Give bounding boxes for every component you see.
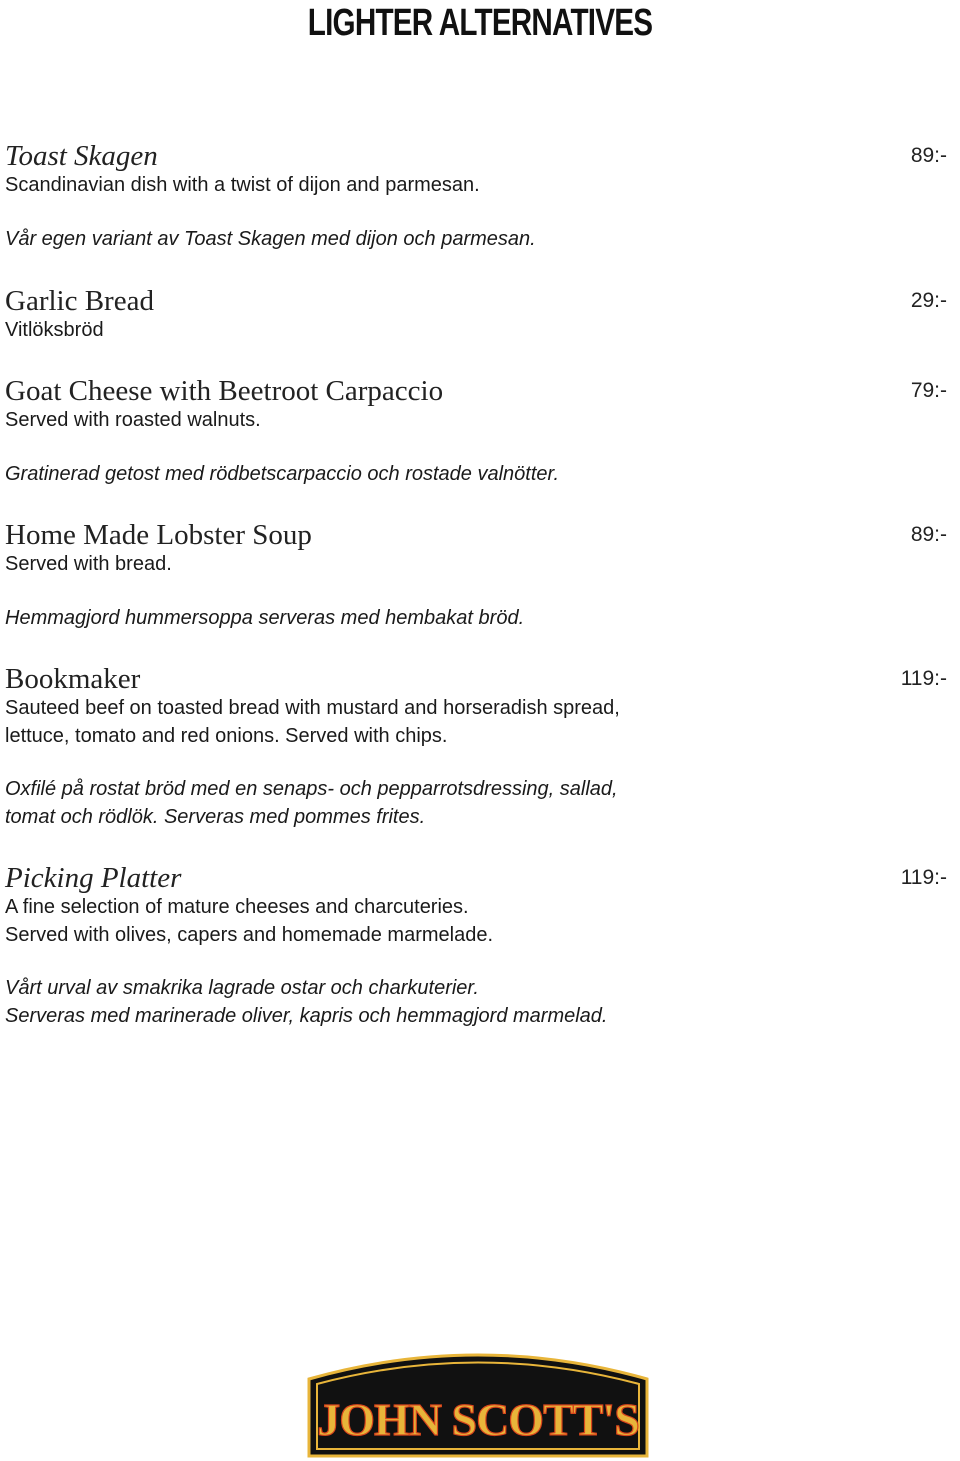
item-name: Garlic Bread xyxy=(5,285,154,317)
item-name: Picking Platter xyxy=(5,862,182,894)
menu-item-toast-skagen xyxy=(5,140,955,253)
item-description-swedish: Oxfilé på rostat bröd med en senaps- och pepparrotsdressing, sallad, xyxy=(5,778,618,800)
item-name: Goat Cheese with Beetroot Carpaccio xyxy=(5,375,444,407)
item-description-swedish: Hemmagjord hummersoppa serveras med hembakat bröd. xyxy=(5,606,525,629)
item-description: Served with olives, capers and homemade marmelade. xyxy=(5,923,494,946)
item-description: Served with roasted walnuts. xyxy=(5,409,261,431)
item-description-swedish: Gratinerad getost med rödbetscarpaccio och rostade valnötter. xyxy=(5,462,560,485)
item-description: Scandinavian dish with a twist of dijon and parmesan. xyxy=(5,174,480,196)
item-description: lettuce, tomato and red onions. Served with chips. xyxy=(5,724,448,747)
item-name: Bookmaker xyxy=(5,663,141,695)
item-description: Served with bread. xyxy=(5,553,172,575)
item-description-swedish: Vårt urval av smakrika lagrade ostar och charkuterier. xyxy=(5,977,479,999)
item-name: Toast Skagen xyxy=(5,140,158,172)
menu-item-lobster-soup xyxy=(5,519,955,632)
menu-item-goat-cheese xyxy=(5,375,955,488)
item-description-swedish: tomat och rödlök. Serveras med pommes frites. xyxy=(5,805,426,828)
menu-item-picking-platter xyxy=(5,862,955,1030)
item-description-swedish: Serveras med marinerade oliver, kapris och hemmagjord marmelad. xyxy=(5,1004,608,1027)
item-description: Sauteed beef on toasted bread with mustard and horseradish spread, xyxy=(5,697,620,719)
menu-item-garlic-bread xyxy=(5,285,955,345)
item-name: Home Made Lobster Soup xyxy=(5,519,312,551)
item-price: 119:- xyxy=(900,866,947,889)
john-scotts-logo xyxy=(307,1345,649,1458)
logo-text: JOHN SCOTT'S xyxy=(317,1394,639,1445)
item-price: 29:- xyxy=(910,289,947,312)
item-price: 89:- xyxy=(910,523,947,546)
item-price: 89:- xyxy=(910,144,947,167)
item-description: Vitlöksbröd xyxy=(5,319,104,341)
item-price: 79:- xyxy=(910,379,947,402)
item-price: 119:- xyxy=(900,667,947,690)
menu-item-bookmaker xyxy=(5,663,955,831)
page-title: LIGHTER ALTERNATIVES xyxy=(307,2,653,44)
item-description: A fine selection of mature cheeses and charcuteries. xyxy=(5,896,469,918)
item-description-swedish: Vår egen variant av Toast Skagen med dijon och parmesan. xyxy=(5,227,536,250)
